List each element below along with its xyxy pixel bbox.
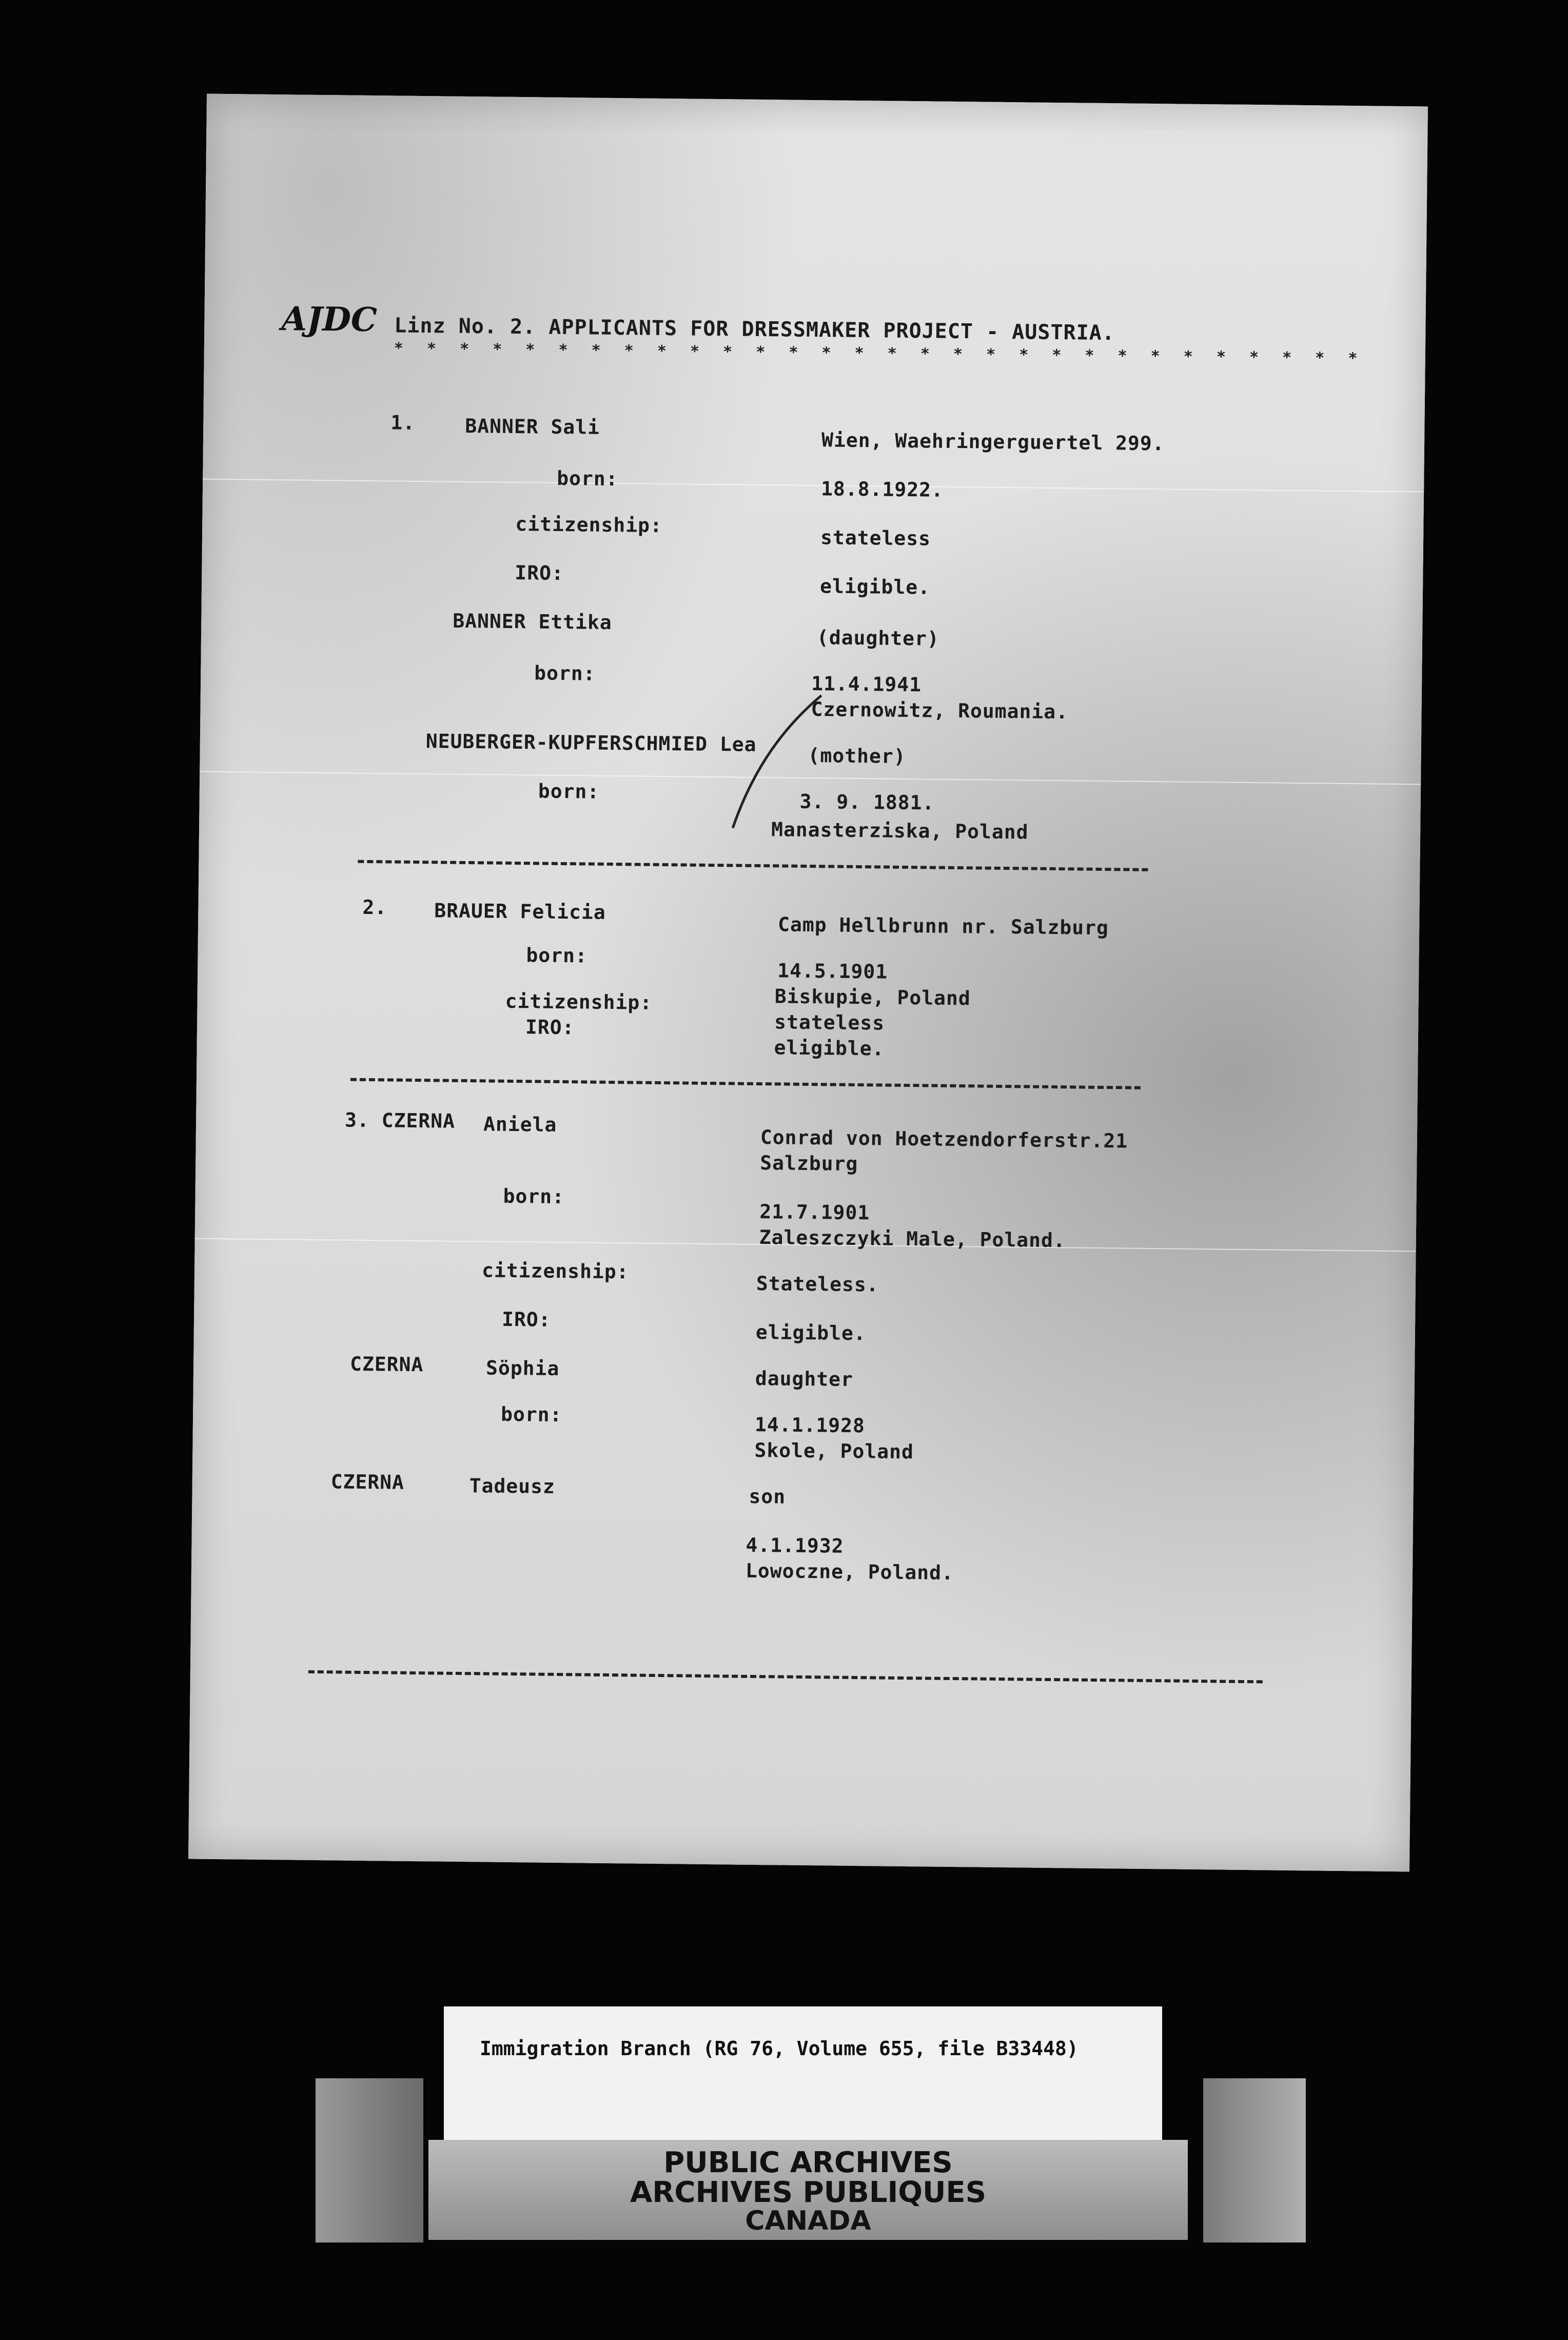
entry-1-iro-label: IRO: <box>515 561 564 584</box>
entry-1-daughter-relation: (daughter) <box>816 626 940 650</box>
entry-1-name: BANNER Sali <box>465 414 600 439</box>
title-underline: * * * * * * * * * * * * * * * * * * * * * * * * * * * * * * <box>394 339 1365 368</box>
entry-1-mother-name: NEUBERGER-KUPFERSCHMIED Lea <box>425 730 757 756</box>
entry-3-daughter-first-name: Söphia <box>485 1356 560 1380</box>
handwritten-mark: AJDC <box>281 300 378 340</box>
entry-3-daughter-born: 14.1.1928 <box>754 1413 866 1437</box>
entry-2-iro: eligible. <box>774 1036 885 1060</box>
entry-2-iro-label: IRO: <box>525 1016 575 1039</box>
document-title: Linz No. 2. APPLICANTS FOR DRESSMAKER PROJECT - AUSTRIA. <box>394 314 1115 345</box>
stamp-line-2: ARCHIVES PUBLIQUES <box>630 2176 987 2209</box>
entry-3-iro-label: IRO: <box>501 1308 551 1331</box>
entry-2-born: 14.5.1901 <box>777 959 888 983</box>
separator-1 <box>358 860 1148 871</box>
entry-2-born-label: born: <box>526 944 588 967</box>
entry-3-son-place: Lowoczne, Poland. <box>745 1559 954 1585</box>
entry-1-daughter-born-label: born: <box>534 661 596 685</box>
entry-3-daughter-last-name: CZERNA <box>349 1352 424 1376</box>
entry-1-mother-relation: (mother) <box>808 744 906 768</box>
entry-3-place: Zaleszczyki Male, Poland. <box>759 1226 1066 1252</box>
entry-1-mother-born-label: born: <box>538 779 600 803</box>
entry-2-citizenship: stateless <box>774 1010 885 1035</box>
entry-3-citizenship-label: citizenship: <box>481 1259 629 1283</box>
entry-3-daughter-relation: daughter <box>755 1367 854 1391</box>
entry-3-son-first-name: Tadeusz <box>469 1474 556 1498</box>
entry-2-address: Camp Hellbrunn nr. Salzburg <box>777 913 1109 940</box>
entry-2-place: Biskupie, Poland <box>774 985 971 1010</box>
entry-3-daughter-born-label: born: <box>500 1402 562 1427</box>
entry-1-citizenship-label: citizenship: <box>515 512 663 537</box>
entry-3-number-name: 3. CZERNA <box>344 1108 456 1133</box>
archive-caption: Immigration Branch (RG 76, Volume 655, file B33448) <box>480 2037 1079 2060</box>
entry-3-son-relation: son <box>749 1485 786 1508</box>
fold-line <box>203 479 1424 493</box>
entry-2-name: BRAUER Felicia <box>434 899 606 924</box>
pen-stroke <box>722 684 827 839</box>
holder-right <box>1203 2078 1306 2242</box>
entry-1-address: Wien, Waehringerguertel 299. <box>821 428 1165 455</box>
entry-3-address-line-1: Conrad von Hoetzendorferstr.21 <box>760 1126 1128 1153</box>
entry-3-first-name: Aniela <box>483 1113 557 1136</box>
entry-3-iro: eligible. <box>755 1320 866 1345</box>
entry-3-born-label: born: <box>503 1184 565 1208</box>
entry-1-citizenship: stateless <box>820 526 931 550</box>
entry-1-born: 18.8.1922. <box>820 477 944 501</box>
entry-3-daughter-place: Skole, Poland <box>754 1438 914 1464</box>
archive-label <box>444 2006 1162 2140</box>
entry-1-iro: eligible. <box>819 575 931 599</box>
holder-left <box>316 2078 423 2242</box>
stamp-line-1: PUBLIC ARCHIVES <box>663 2146 953 2179</box>
entry-2-citizenship-label: citizenship: <box>505 989 653 1014</box>
entry-3-born: 21.7.1901 <box>759 1200 870 1224</box>
archive-stamp <box>428 2140 1188 2240</box>
document-page <box>188 94 1428 1872</box>
entry-3-son-born: 4.1.1932 <box>746 1533 844 1557</box>
entry-1-daughter-name: BANNER Ettika <box>453 609 612 634</box>
entry-2-number: 2. <box>362 895 387 919</box>
entry-1-daughter-place: Czernowitz, Roumania. <box>811 698 1069 724</box>
separator-2 <box>350 1078 1141 1089</box>
entry-1-mother-place: Manasterziska, Poland <box>771 818 1029 844</box>
entry-3-son-last-name: CZERNA <box>330 1470 405 1494</box>
entry-1-born-label: born: <box>557 466 618 491</box>
stamp-line-3: CANADA <box>745 2206 871 2236</box>
entry-1-mother-born: 3. 9. 1881. <box>799 790 935 814</box>
entry-3-citizenship: Stateless. <box>756 1272 879 1296</box>
separator-3 <box>308 1670 1263 1683</box>
entry-3-address-line-2: Salzburg <box>760 1152 858 1176</box>
entry-1-daughter-born: 11.4.1941 <box>811 672 922 696</box>
entry-1-number: 1. <box>390 411 416 434</box>
